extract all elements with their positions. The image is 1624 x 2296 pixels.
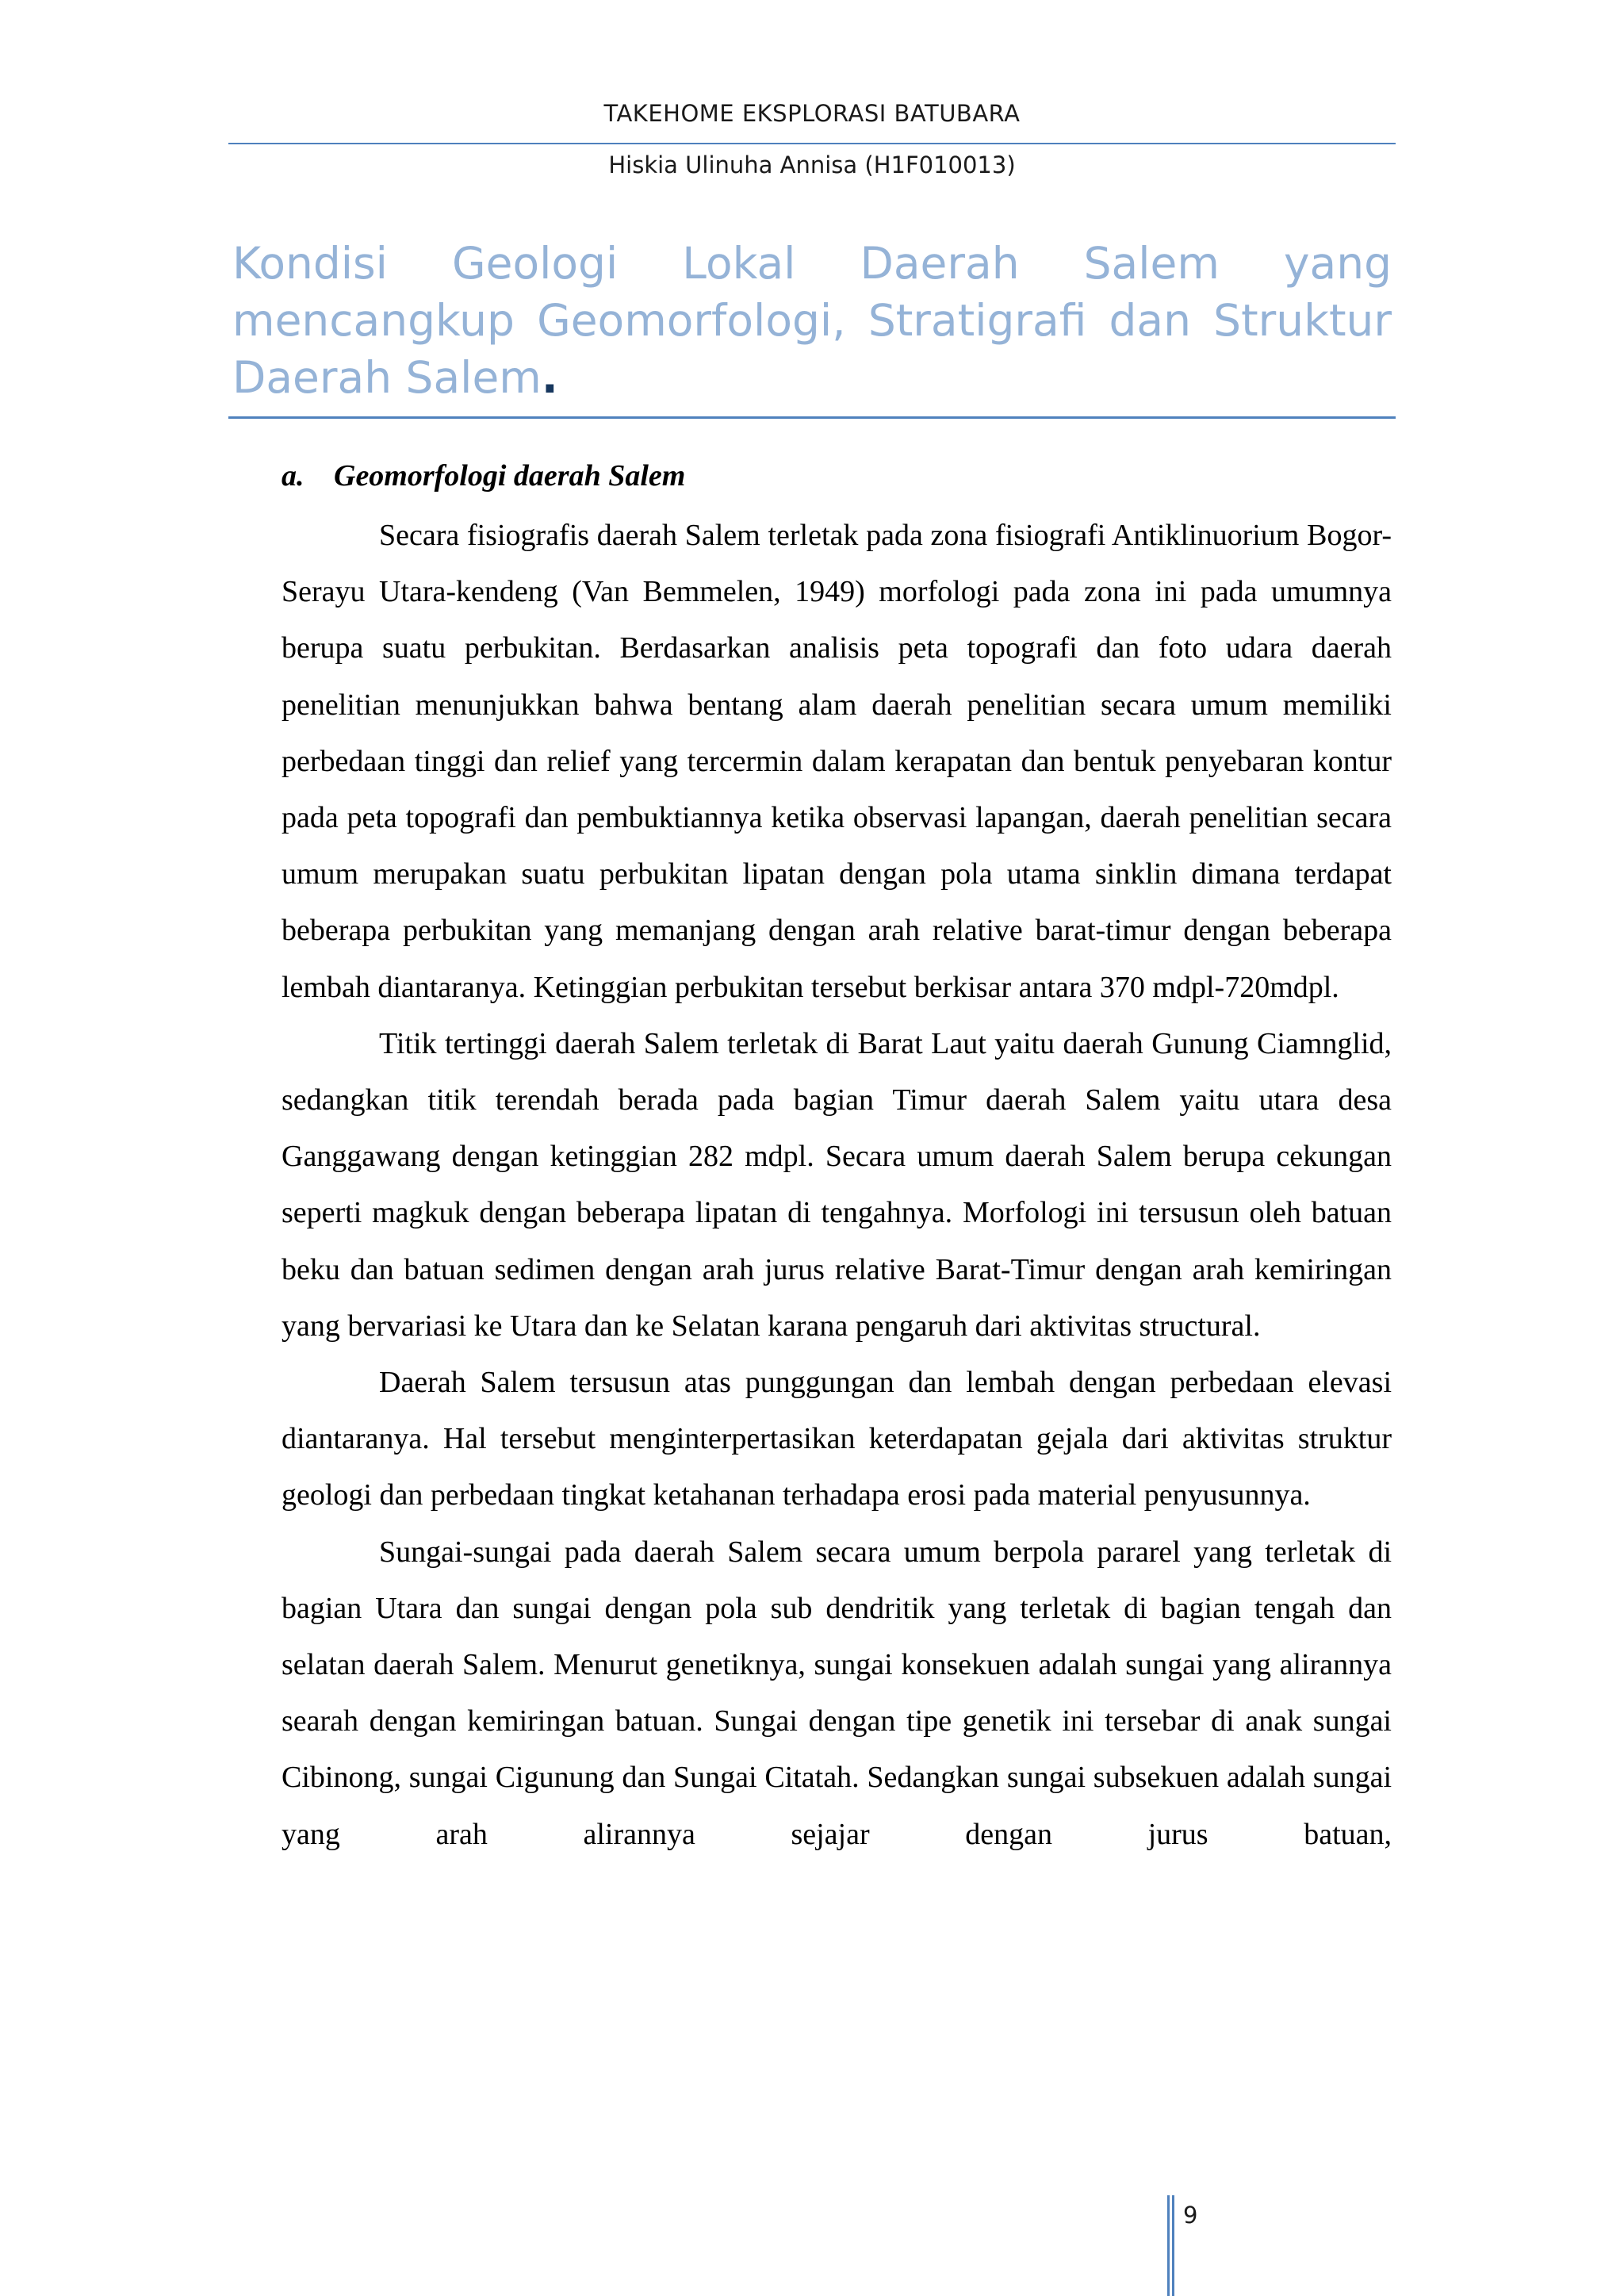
paragraph: Sungai-sungai pada daerah Salem secara umum berpola pararel yang terletak di bagian Utara dan sungai dengan pola sub dendritik yang terletak di bagian tengah dan selatan daerah Salem. Menurut genetiknya, sungai konsekuen adalah sungai yang alirannya searah dengan kemiringan batuan. Sungai dengan tipe genetik ini tersebar di anak sungai Cibinong, sungai Cigunung dan Sungai Citatah. Sedangkan sungai subsekuen adalah sungai yang arah alirannya sejajar dengan jurus batuan, bbox=[282, 1535, 1392, 1851]
body-text bbox=[282, 508, 1392, 1863]
subsection-label: a. bbox=[282, 459, 304, 493]
paragraph: Daerah Salem tersusun atas punggungan dan lembah dengan perbedaan elevasi diantaranya. Hal tersebut menginterpertasikan keterdapatan gejala dari aktivitas struktur geologi dan perbedaan tingkat ketahanan terhadapa erosi pada material penyusunnya. bbox=[282, 1366, 1392, 1512]
page-number-rule bbox=[1172, 2195, 1174, 2296]
header-divider bbox=[228, 143, 1396, 144]
page-number-rule bbox=[1167, 2195, 1170, 2296]
running-header-title: TAKEHOME EKSPLORASI BATUBARA bbox=[603, 100, 1021, 127]
heading-divider bbox=[228, 416, 1396, 419]
section-heading-period: . bbox=[541, 352, 558, 403]
subsection-heading bbox=[282, 458, 685, 493]
subsection-title: Geomorfologi daerah Salem bbox=[334, 459, 686, 493]
running-header-author: Hiskia Ulinuha Annisa (H1F010013) bbox=[608, 151, 1016, 178]
section-heading bbox=[232, 235, 1392, 406]
section-heading-text: Kondisi Geologi Lokal Daerah Salem yang mencangkup Geomorfologi, Stratigrafi dan Struktur Daerah Salem bbox=[232, 238, 1392, 403]
paragraph: Secara fisiografis daerah Salem terletak pada zona fisiografi Antiklinuorium Bogor-Serayu Utara-kendeng (Van Bemmelen, 1949) morfologi pada zona ini pada umumnya berupa suatu perbukitan. Berdasarkan analisis peta topografi dan foto udara daerah penelitian menunjukkan bahwa bentang alam daerah penelitian secara umum memiliki perbedaan tinggi dan relief yang tercermin dalam kerapatan dan bentuk penyebaran kontur pada peta topografi dan pembuktiannya ketika observasi lapangan, daerah penelitian secara umum merupakan suatu perbukitan lipatan dengan pola utama sinklin dimana terdapat beberapa perbukitan yang memanjang dengan arah relative barat-timur dengan beberapa lembah diantaranya. Ketinggian perbukitan tersebut berkisar antara 370 mdpl-720mdpl. bbox=[282, 519, 1392, 1004]
page-number: 9 bbox=[1183, 2202, 1198, 2229]
paragraph: Titik tertinggi daerah Salem terletak di Barat Laut yaitu daerah Gunung Ciamnglid, sedangkan titik terendah berada pada bagian Timur daerah Salem yaitu utara desa Ganggawang dengan ketinggian 282 mdpl. Secara umum daerah Salem berupa cekungan seperti magkuk dengan beberapa lipatan di tengahnya. Morfologi ini tersusun oleh batuan beku dan batuan sedimen dengan arah jurus relative Barat-Timur dengan arah kemiringan yang bervariasi ke Utara dan ke Selatan karana pengaruh dari aktivitas structural. bbox=[282, 1026, 1392, 1343]
